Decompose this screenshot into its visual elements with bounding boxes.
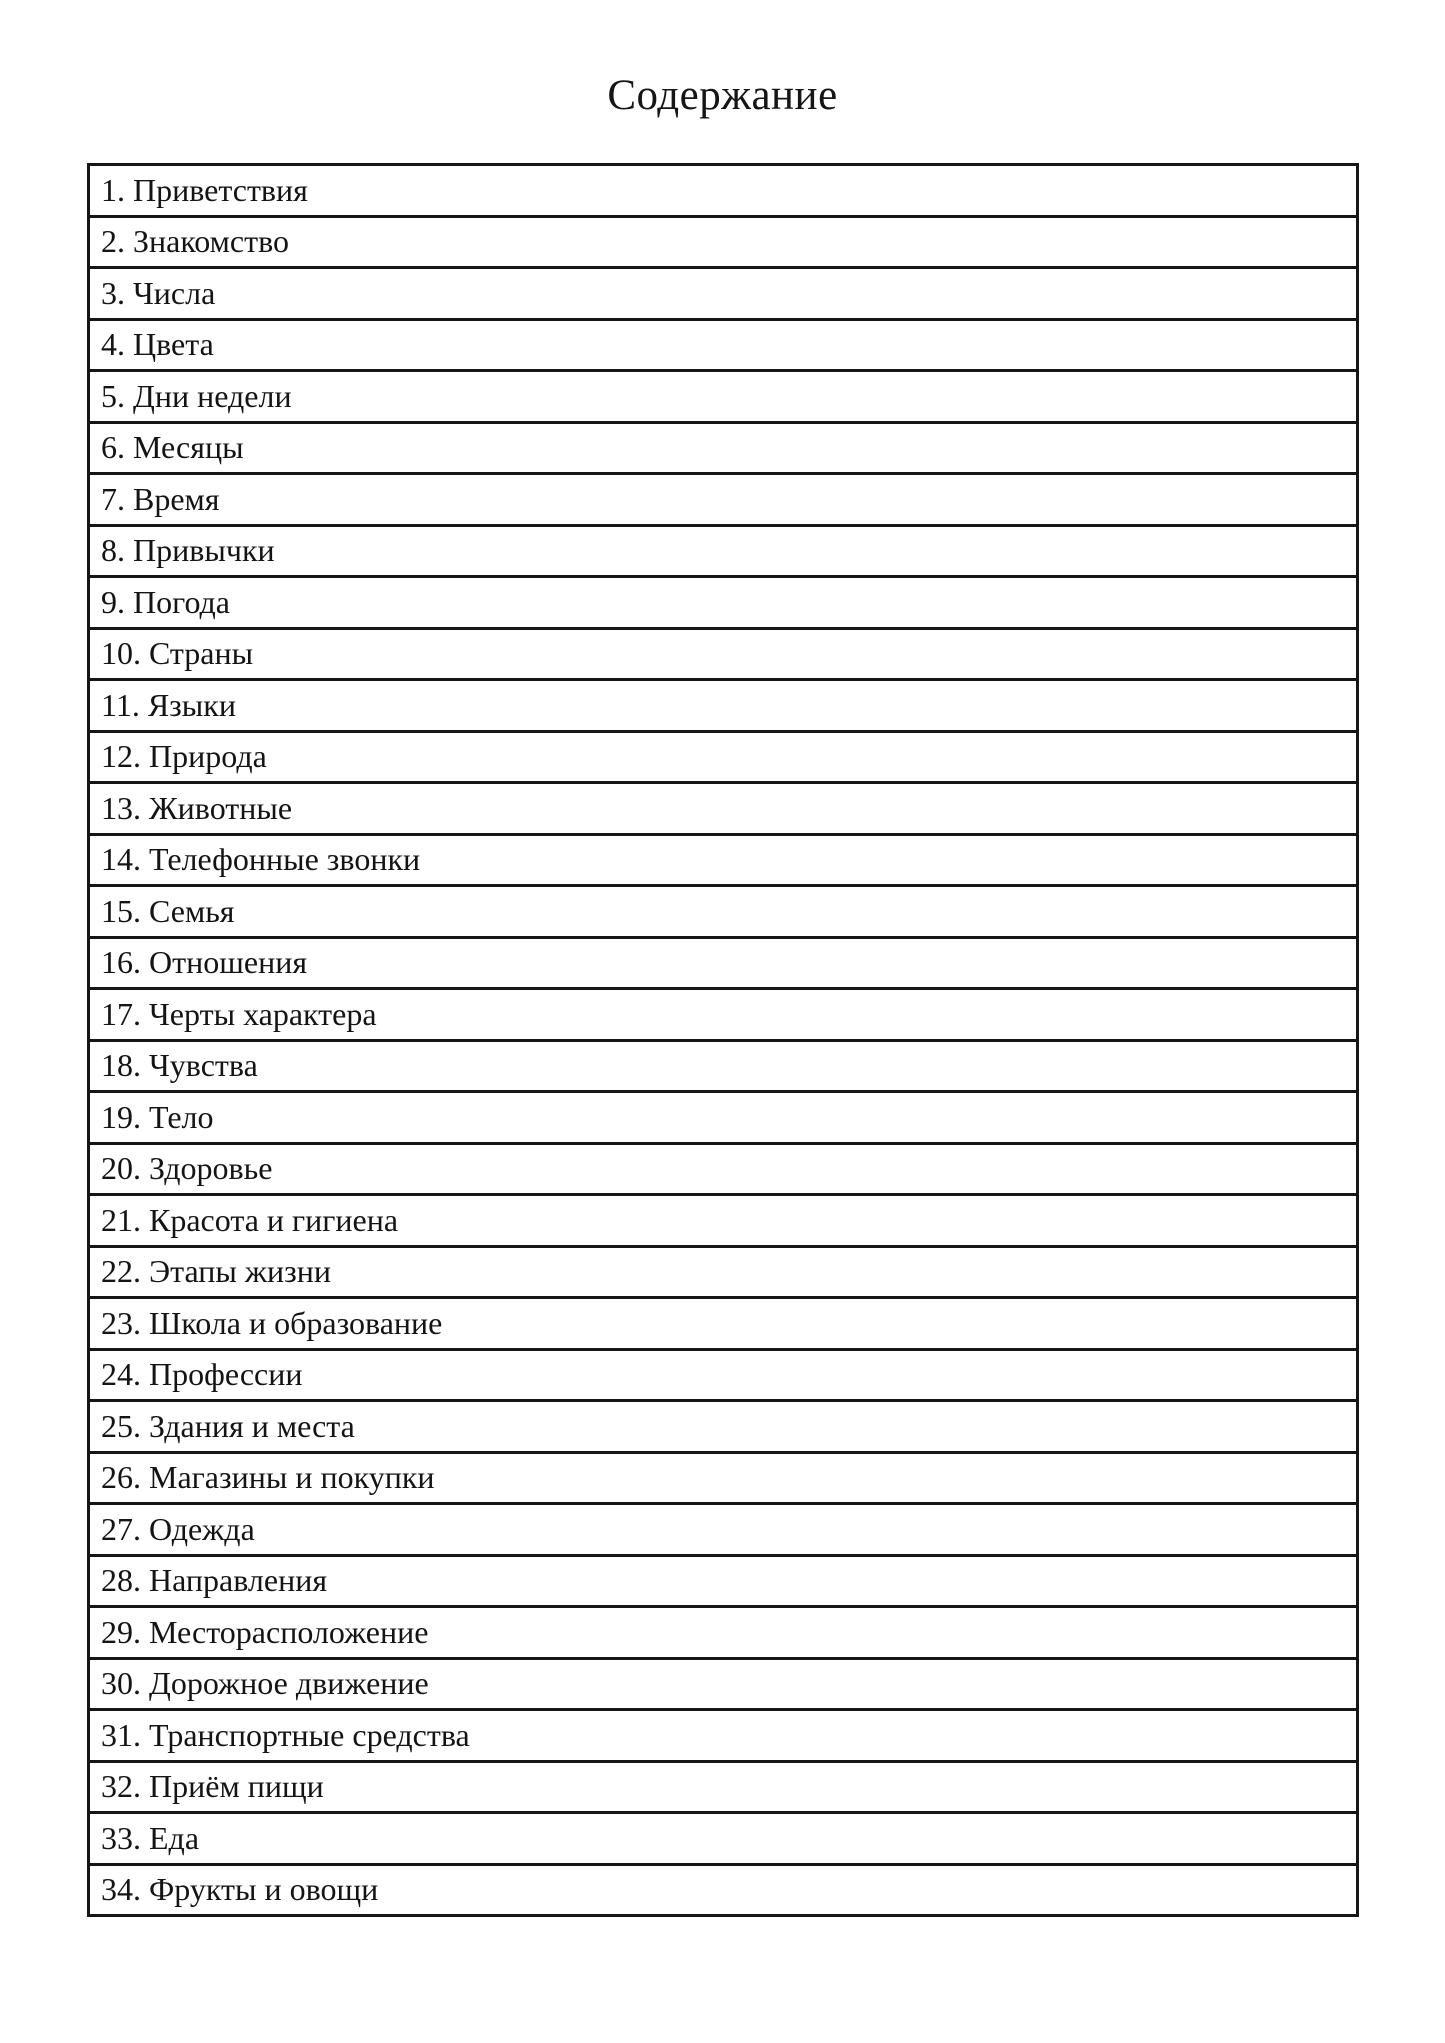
toc-entry: 22. Этапы жизни — [89, 1246, 1358, 1298]
toc-entry: 27. Одежда — [89, 1504, 1358, 1556]
toc-row — [89, 1195, 1358, 1247]
toc-row — [89, 216, 1358, 268]
toc-entry: 3. Числа — [89, 268, 1358, 320]
toc-entry: 15. Семья — [89, 886, 1358, 938]
toc-row — [89, 1710, 1358, 1762]
toc-entry: 18. Чувства — [89, 1040, 1358, 1092]
toc-row — [89, 525, 1358, 577]
toc-entry: 13. Животные — [89, 783, 1358, 835]
toc-row — [89, 783, 1358, 835]
toc-entry: 14. Телефонные звонки — [89, 834, 1358, 886]
toc-entry: 10. Страны — [89, 628, 1358, 680]
toc-row — [89, 1092, 1358, 1144]
toc-entry: 8. Привычки — [89, 525, 1358, 577]
toc-entry: 25. Здания и места — [89, 1401, 1358, 1453]
toc-entry: 6. Месяцы — [89, 422, 1358, 474]
toc-entry: 32. Приём пищи — [89, 1761, 1358, 1813]
toc-entry: 12. Природа — [89, 731, 1358, 783]
toc-entry: 26. Магазины и покупки — [89, 1452, 1358, 1504]
toc-row — [89, 422, 1358, 474]
toc-row — [89, 680, 1358, 732]
toc-entry: 24. Профессии — [89, 1349, 1358, 1401]
page-title: Содержание — [607, 72, 838, 119]
toc-row — [89, 165, 1358, 217]
toc-entry: 17. Черты характера — [89, 989, 1358, 1041]
toc-row — [89, 1864, 1358, 1916]
toc-entry: 9. Погода — [89, 577, 1358, 629]
toc-row — [89, 937, 1358, 989]
toc-row — [89, 1452, 1358, 1504]
toc-row — [89, 1504, 1358, 1556]
toc-row — [89, 834, 1358, 886]
toc-entry: 23. Школа и образование — [89, 1298, 1358, 1350]
toc-row — [89, 319, 1358, 371]
toc-row — [89, 989, 1358, 1041]
toc-row — [89, 886, 1358, 938]
toc-entry: 30. Дорожное движение — [89, 1658, 1358, 1710]
toc-entry: 28. Направления — [89, 1555, 1358, 1607]
toc-row — [89, 268, 1358, 320]
toc-entry: 34. Фрукты и овощи — [89, 1864, 1358, 1916]
toc-row — [89, 1298, 1358, 1350]
toc-entry: 4. Цвета — [89, 319, 1358, 371]
toc-entry: 33. Еда — [89, 1813, 1358, 1865]
toc-entry: 7. Время — [89, 474, 1358, 526]
toc-row — [89, 731, 1358, 783]
toc-entry: 29. Месторасположение — [89, 1607, 1358, 1659]
toc-entry: 2. Знакомство — [89, 216, 1358, 268]
toc-entry: 1. Приветствия — [89, 165, 1358, 217]
toc-entry: 16. Отношения — [89, 937, 1358, 989]
toc-row — [89, 1349, 1358, 1401]
toc-row — [89, 1813, 1358, 1865]
toc-row — [89, 1658, 1358, 1710]
toc-row — [89, 1555, 1358, 1607]
toc-entry: 21. Красота и гигиена — [89, 1195, 1358, 1247]
toc-row — [89, 1143, 1358, 1195]
toc-row — [89, 371, 1358, 423]
toc-entry: 19. Тело — [89, 1092, 1358, 1144]
toc-table — [87, 163, 1359, 1917]
toc-row — [89, 1040, 1358, 1092]
toc-entry: 11. Языки — [89, 680, 1358, 732]
toc-row — [89, 577, 1358, 629]
toc-entry: 31. Транспортные средства — [89, 1710, 1358, 1762]
toc-table-body — [89, 165, 1358, 1916]
toc-row — [89, 628, 1358, 680]
toc-entry: 20. Здоровье — [89, 1143, 1358, 1195]
toc-row — [89, 1246, 1358, 1298]
toc-row — [89, 1401, 1358, 1453]
toc-entry: 5. Дни недели — [89, 371, 1358, 423]
toc-row — [89, 1607, 1358, 1659]
toc-row — [89, 474, 1358, 526]
toc-row — [89, 1761, 1358, 1813]
